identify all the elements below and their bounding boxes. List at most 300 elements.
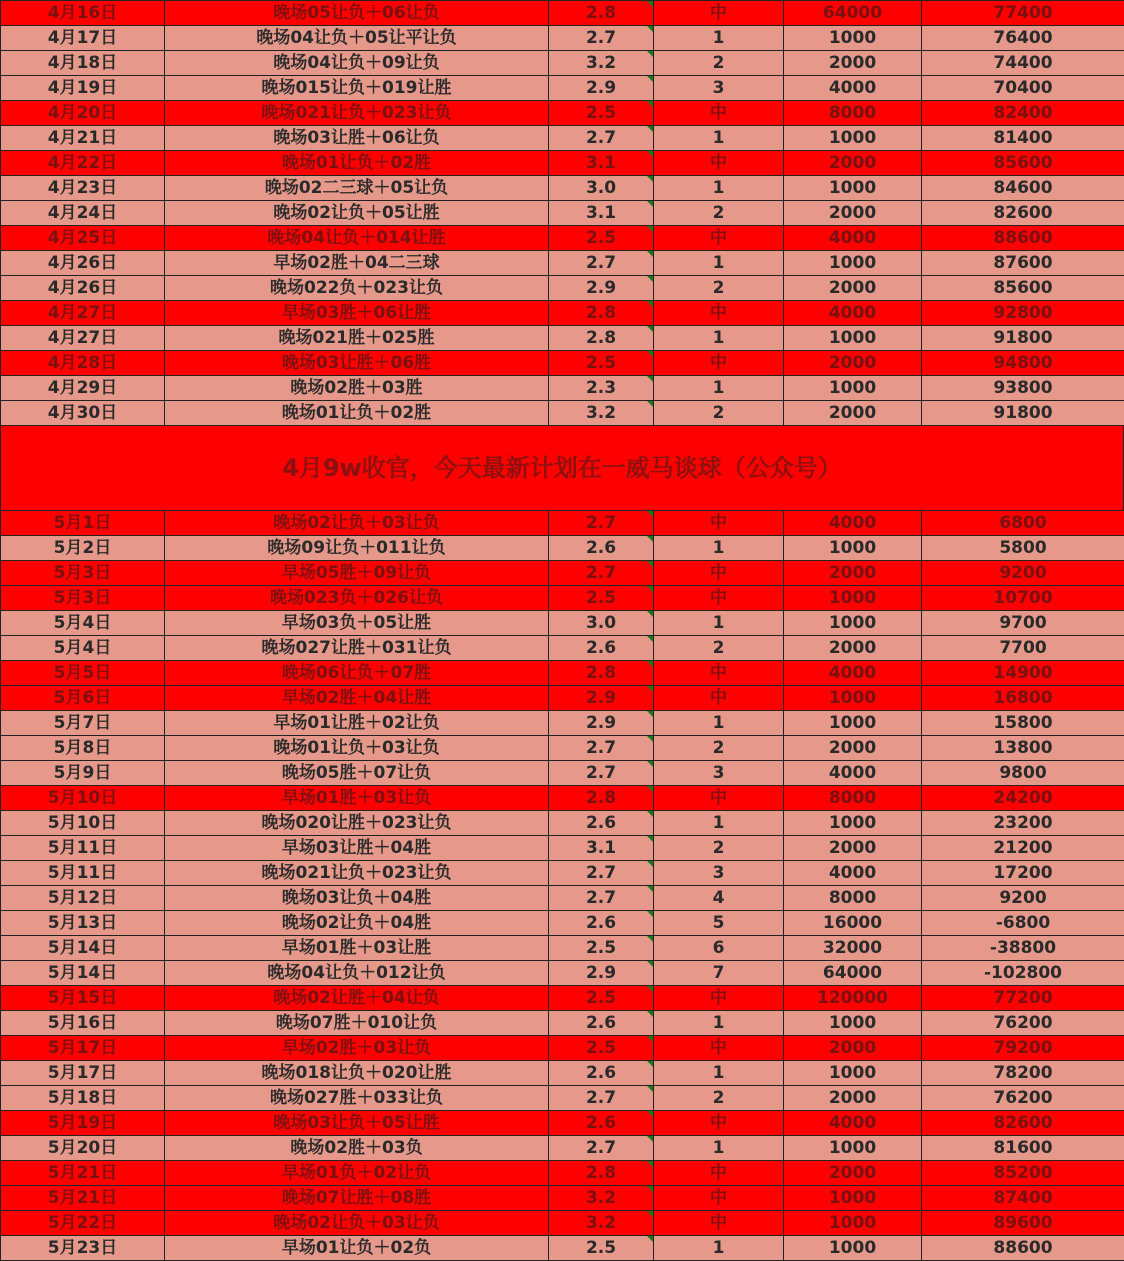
table-row (1, 151, 1124, 176)
cell-step: 中 (654, 1, 784, 26)
table-row (1, 961, 1124, 986)
cell-plan: 晚场07胜＋010让负 (165, 1011, 549, 1036)
cell-step: 3 (654, 861, 784, 886)
cell-odds: 2.7 (549, 736, 654, 761)
cell-stake: 64000 (784, 961, 922, 986)
cell-plan: 早场02胜＋04让胜 (165, 686, 549, 711)
cell-stake: 1000 (784, 811, 922, 836)
cell-balance: 85600 (922, 151, 1124, 176)
cell-stake: 2000 (784, 736, 922, 761)
cell-odds: 3.1 (549, 151, 654, 176)
cell-balance: 10700 (922, 586, 1124, 611)
cell-date: 5月11日 (1, 836, 165, 861)
cell-odds: 2.7 (549, 861, 654, 886)
cell-plan: 晚场04让负＋09让负 (165, 51, 549, 76)
cell-balance: 76200 (922, 1086, 1124, 1111)
cell-step: 中 (654, 661, 784, 686)
cell-step: 2 (654, 201, 784, 226)
table-row (1, 1061, 1124, 1086)
table-row (1, 1211, 1124, 1236)
cell-balance: 21200 (922, 836, 1124, 861)
cell-step: 1 (654, 26, 784, 51)
cell-stake: 64000 (784, 1, 922, 26)
cell-date: 4月19日 (1, 76, 165, 101)
cell-balance: 78200 (922, 1061, 1124, 1086)
cell-balance: -38800 (922, 936, 1124, 961)
cell-step: 1 (654, 536, 784, 561)
cell-step: 1 (654, 126, 784, 151)
cell-date: 5月8日 (1, 736, 165, 761)
cell-step: 1 (654, 326, 784, 351)
cell-balance: 17200 (922, 861, 1124, 886)
cell-step: 2 (654, 401, 784, 426)
cell-date: 5月22日 (1, 1211, 165, 1236)
table-row (1, 1, 1124, 26)
cell-odds: 2.5 (549, 101, 654, 126)
cell-date: 5月3日 (1, 561, 165, 586)
cell-date: 5月3日 (1, 586, 165, 611)
cell-plan: 晚场02胜＋03胜 (165, 376, 549, 401)
cell-odds: 2.7 (549, 251, 654, 276)
cell-plan: 晚场022负＋023让负 (165, 276, 549, 301)
table-row (1, 1161, 1124, 1186)
cell-stake: 2000 (784, 276, 922, 301)
cell-step: 1 (654, 251, 784, 276)
cell-plan: 晚场04让负＋05让平让负 (165, 26, 549, 51)
cell-odds: 3.0 (549, 176, 654, 201)
cell-date: 4月24日 (1, 201, 165, 226)
cell-date: 4月16日 (1, 1, 165, 26)
cell-date: 5月16日 (1, 1011, 165, 1036)
cell-odds: 3.1 (549, 201, 654, 226)
table-row (1, 736, 1124, 761)
cell-balance: 13800 (922, 736, 1124, 761)
cell-plan: 晚场04让负＋014让胜 (165, 226, 549, 251)
cell-plan: 晚场04让负＋012让负 (165, 961, 549, 986)
cell-step: 3 (654, 76, 784, 101)
cell-step: 中 (654, 151, 784, 176)
cell-date: 5月9日 (1, 761, 165, 786)
cell-balance: 94800 (922, 351, 1124, 376)
cell-date: 5月21日 (1, 1161, 165, 1186)
cell-balance: 93800 (922, 376, 1124, 401)
cell-balance: 5800 (922, 536, 1124, 561)
cell-odds: 2.8 (549, 786, 654, 811)
cell-odds: 2.6 (549, 636, 654, 661)
cell-balance: 9200 (922, 561, 1124, 586)
cell-odds: 2.7 (549, 561, 654, 586)
cell-step: 1 (654, 711, 784, 736)
cell-balance: 82400 (922, 101, 1124, 126)
cell-date: 5月20日 (1, 1136, 165, 1161)
cell-odds: 2.8 (549, 1161, 654, 1186)
cell-odds: 2.5 (549, 986, 654, 1011)
cell-balance: 24200 (922, 786, 1124, 811)
cell-balance: 15800 (922, 711, 1124, 736)
cell-stake: 8000 (784, 101, 922, 126)
cell-odds: 2.6 (549, 536, 654, 561)
cell-step: 中 (654, 1211, 784, 1236)
cell-stake: 1000 (784, 536, 922, 561)
cell-stake: 4000 (784, 1111, 922, 1136)
cell-stake: 32000 (784, 936, 922, 961)
table-row (1, 201, 1124, 226)
cell-step: 中 (654, 101, 784, 126)
cell-step: 2 (654, 1086, 784, 1111)
cell-date: 5月13日 (1, 911, 165, 936)
cell-stake: 1000 (784, 251, 922, 276)
cell-date: 5月10日 (1, 811, 165, 836)
cell-odds: 2.9 (549, 961, 654, 986)
cell-date: 5月18日 (1, 1086, 165, 1111)
table-row (1, 836, 1124, 861)
cell-plan: 早场02胜＋04二三球 (165, 251, 549, 276)
cell-stake: 8000 (784, 886, 922, 911)
cell-step: 1 (654, 1011, 784, 1036)
cell-odds: 2.7 (549, 26, 654, 51)
cell-stake: 1000 (784, 126, 922, 151)
table-row (1, 251, 1124, 276)
cell-step: 1 (654, 1236, 784, 1261)
table-row (1, 1236, 1124, 1261)
cell-step: 中 (654, 511, 784, 536)
cell-balance: 9200 (922, 886, 1124, 911)
cell-odds: 2.5 (549, 936, 654, 961)
cell-date: 4月27日 (1, 326, 165, 351)
cell-plan: 晚场021让负＋023让负 (165, 861, 549, 886)
cell-date: 4月28日 (1, 351, 165, 376)
cell-stake: 4000 (784, 76, 922, 101)
cell-date: 5月21日 (1, 1186, 165, 1211)
cell-balance: 82600 (922, 1111, 1124, 1136)
cell-step: 中 (654, 561, 784, 586)
cell-plan: 晚场023负＋026让负 (165, 586, 549, 611)
cell-balance: 6800 (922, 511, 1124, 536)
cell-step: 中 (654, 586, 784, 611)
cell-odds: 2.6 (549, 811, 654, 836)
table-row (1, 811, 1124, 836)
cell-odds: 2.6 (549, 911, 654, 936)
table-row (1, 761, 1124, 786)
table-row (1, 1186, 1124, 1211)
cell-step: 3 (654, 761, 784, 786)
cell-plan: 晚场02二三球＋05让负 (165, 176, 549, 201)
table-row (1, 986, 1124, 1011)
cell-date: 4月20日 (1, 101, 165, 126)
cell-date: 5月23日 (1, 1236, 165, 1261)
table-row (1, 636, 1124, 661)
cell-stake: 2000 (784, 201, 922, 226)
cell-odds: 2.8 (549, 301, 654, 326)
cell-balance: 87600 (922, 251, 1124, 276)
cell-plan: 晚场06让负＋07胜 (165, 661, 549, 686)
cell-stake: 4000 (784, 761, 922, 786)
cell-date: 4月25日 (1, 226, 165, 251)
cell-stake: 4000 (784, 511, 922, 536)
cell-odds: 2.6 (549, 1011, 654, 1036)
table-row (1, 51, 1124, 76)
cell-plan: 晚场02让胜＋04让负 (165, 986, 549, 1011)
table-row (1, 586, 1124, 611)
cell-plan: 晚场07让胜＋08胜 (165, 1186, 549, 1211)
cell-odds: 3.1 (549, 836, 654, 861)
cell-step: 中 (654, 226, 784, 251)
table-row (1, 226, 1124, 251)
cell-odds: 2.6 (549, 1061, 654, 1086)
cell-balance: 23200 (922, 811, 1124, 836)
cell-balance: 79200 (922, 1036, 1124, 1061)
cell-step: 中 (654, 301, 784, 326)
cell-plan: 晚场018让负＋020让胜 (165, 1061, 549, 1086)
banner (0, 426, 1124, 510)
cell-stake: 1000 (784, 611, 922, 636)
cell-date: 5月10日 (1, 786, 165, 811)
cell-plan: 晚场05胜＋07让负 (165, 761, 549, 786)
cell-odds: 2.9 (549, 76, 654, 101)
table-row (1, 1136, 1124, 1161)
cell-balance: 9800 (922, 761, 1124, 786)
cell-step: 中 (654, 1161, 784, 1186)
cell-step: 5 (654, 911, 784, 936)
cell-date: 5月12日 (1, 886, 165, 911)
cell-odds: 3.0 (549, 611, 654, 636)
cell-plan: 晚场02让负＋03让负 (165, 1211, 549, 1236)
table-row (1, 301, 1124, 326)
cell-stake: 2000 (784, 401, 922, 426)
cell-stake: 2000 (784, 836, 922, 861)
cell-date: 5月5日 (1, 661, 165, 686)
cell-stake: 1000 (784, 376, 922, 401)
cell-date: 4月26日 (1, 276, 165, 301)
cell-odds: 2.5 (549, 1236, 654, 1261)
cell-plan: 晚场02让负＋04胜 (165, 911, 549, 936)
cell-odds: 2.7 (549, 126, 654, 151)
cell-stake: 1000 (784, 326, 922, 351)
cell-stake: 2000 (784, 561, 922, 586)
cell-plan: 晚场05让负＋06让负 (165, 1, 549, 26)
table-row (1, 786, 1124, 811)
april-table (0, 0, 1124, 426)
cell-odds: 2.8 (549, 661, 654, 686)
cell-stake: 1000 (784, 711, 922, 736)
cell-stake: 1000 (784, 1236, 922, 1261)
cell-odds: 2.3 (549, 376, 654, 401)
cell-odds: 2.5 (549, 1036, 654, 1061)
cell-balance: 92800 (922, 301, 1124, 326)
cell-balance: 81400 (922, 126, 1124, 151)
table-row (1, 861, 1124, 886)
cell-step: 中 (654, 686, 784, 711)
cell-step: 中 (654, 786, 784, 811)
cell-step: 中 (654, 986, 784, 1011)
cell-stake: 2000 (784, 636, 922, 661)
cell-balance: 16800 (922, 686, 1124, 711)
cell-odds: 2.8 (549, 1, 654, 26)
cell-balance: 88600 (922, 1236, 1124, 1261)
cell-step: 2 (654, 636, 784, 661)
cell-balance: 84600 (922, 176, 1124, 201)
table-row (1, 26, 1124, 51)
cell-date: 4月17日 (1, 26, 165, 51)
cell-date: 4月29日 (1, 376, 165, 401)
cell-plan: 晚场02胜＋03负 (165, 1136, 549, 1161)
cell-step: 4 (654, 886, 784, 911)
table-row (1, 1086, 1124, 1111)
cell-plan: 晚场015让负＋019让胜 (165, 76, 549, 101)
table-row (1, 76, 1124, 101)
table-row (1, 611, 1124, 636)
cell-plan: 早场03胜＋06让胜 (165, 301, 549, 326)
cell-stake: 1000 (784, 26, 922, 51)
cell-plan: 早场03负＋05让胜 (165, 611, 549, 636)
cell-date: 4月23日 (1, 176, 165, 201)
cell-date: 4月22日 (1, 151, 165, 176)
cell-odds: 3.2 (549, 1211, 654, 1236)
cell-step: 中 (654, 1036, 784, 1061)
cell-plan: 晚场01让负＋02胜 (165, 151, 549, 176)
cell-plan: 早场01负＋02让负 (165, 1161, 549, 1186)
cell-stake: 4000 (784, 301, 922, 326)
cell-balance: 77400 (922, 1, 1124, 26)
cell-plan: 晚场02让负＋03让负 (165, 511, 549, 536)
cell-odds: 2.7 (549, 886, 654, 911)
cell-plan: 早场02胜＋03让负 (165, 1036, 549, 1061)
cell-odds: 3.2 (549, 1186, 654, 1211)
cell-date: 5月6日 (1, 686, 165, 711)
cell-stake: 1000 (784, 1211, 922, 1236)
cell-odds: 2.7 (549, 1136, 654, 1161)
table-row (1, 1011, 1124, 1036)
cell-step: 2 (654, 836, 784, 861)
cell-date: 5月17日 (1, 1061, 165, 1086)
cell-odds: 2.5 (549, 586, 654, 611)
cell-odds: 2.5 (549, 226, 654, 251)
banner-text: 4月9w收官，今天最新计划在一威马谈球（公众号） (282, 454, 842, 482)
cell-odds: 2.7 (549, 1086, 654, 1111)
cell-date: 5月7日 (1, 711, 165, 736)
table-row (1, 101, 1124, 126)
cell-stake: 8000 (784, 786, 922, 811)
cell-step: 中 (654, 1186, 784, 1211)
table-row (1, 351, 1124, 376)
cell-odds: 2.7 (549, 511, 654, 536)
cell-plan: 晚场09让负＋011让负 (165, 536, 549, 561)
cell-plan: 晚场03让胜＋06胜 (165, 351, 549, 376)
cell-balance: -6800 (922, 911, 1124, 936)
table-row (1, 511, 1124, 536)
cell-balance: 81600 (922, 1136, 1124, 1161)
cell-stake: 2000 (784, 1161, 922, 1186)
table-row (1, 326, 1124, 351)
cell-stake: 120000 (784, 986, 922, 1011)
cell-stake: 4000 (784, 861, 922, 886)
cell-balance: 77200 (922, 986, 1124, 1011)
cell-stake: 1000 (784, 1061, 922, 1086)
table-row (1, 886, 1124, 911)
table-row (1, 1111, 1124, 1136)
table-row (1, 686, 1124, 711)
cell-plan: 早场01胜＋03让胜 (165, 936, 549, 961)
may-table (0, 510, 1124, 1261)
cell-balance: 91800 (922, 401, 1124, 426)
cell-plan: 早场03让胜＋04胜 (165, 836, 549, 861)
cell-balance: 76400 (922, 26, 1124, 51)
table-row (1, 376, 1124, 401)
cell-stake: 1000 (784, 1136, 922, 1161)
cell-date: 4月21日 (1, 126, 165, 151)
cell-plan: 晚场01让负＋03让负 (165, 736, 549, 761)
cell-stake: 2000 (784, 51, 922, 76)
cell-date: 5月14日 (1, 936, 165, 961)
cell-odds: 2.6 (549, 1111, 654, 1136)
cell-step: 1 (654, 376, 784, 401)
cell-balance: 14900 (922, 661, 1124, 686)
cell-odds: 3.2 (549, 51, 654, 76)
cell-odds: 2.8 (549, 326, 654, 351)
cell-stake: 1000 (784, 1011, 922, 1036)
cell-balance: -102800 (922, 961, 1124, 986)
cell-balance: 88600 (922, 226, 1124, 251)
cell-plan: 晚场021胜＋025胜 (165, 326, 549, 351)
cell-odds: 2.9 (549, 276, 654, 301)
cell-date: 5月15日 (1, 986, 165, 1011)
cell-plan: 晚场03让胜＋06让负 (165, 126, 549, 151)
cell-plan: 晚场020让胜＋023让负 (165, 811, 549, 836)
cell-balance: 76200 (922, 1011, 1124, 1036)
cell-balance: 82600 (922, 201, 1124, 226)
cell-stake: 2000 (784, 151, 922, 176)
cell-plan: 晚场027让胜＋031让负 (165, 636, 549, 661)
cell-plan: 晚场01让负＋02胜 (165, 401, 549, 426)
cell-odds: 2.7 (549, 761, 654, 786)
cell-date: 4月18日 (1, 51, 165, 76)
table-row (1, 711, 1124, 736)
cell-balance: 70400 (922, 76, 1124, 101)
cell-plan: 晚场02让负＋05让胜 (165, 201, 549, 226)
cell-balance: 85200 (922, 1161, 1124, 1186)
cell-stake: 1000 (784, 686, 922, 711)
cell-date: 5月2日 (1, 536, 165, 561)
cell-step: 1 (654, 811, 784, 836)
cell-plan: 晚场03让负＋05让胜 (165, 1111, 549, 1136)
cell-step: 中 (654, 1111, 784, 1136)
table-row (1, 936, 1124, 961)
cell-step: 1 (654, 176, 784, 201)
cell-date: 5月14日 (1, 961, 165, 986)
cell-stake: 1000 (784, 176, 922, 201)
cell-step: 1 (654, 1136, 784, 1161)
cell-odds: 2.9 (549, 711, 654, 736)
cell-plan: 早场01让负＋02负 (165, 1236, 549, 1261)
table-row (1, 911, 1124, 936)
table-row (1, 1036, 1124, 1061)
cell-date: 5月4日 (1, 611, 165, 636)
cell-plan: 晚场03让负＋04胜 (165, 886, 549, 911)
cell-step: 1 (654, 611, 784, 636)
table-row (1, 126, 1124, 151)
cell-date: 5月1日 (1, 511, 165, 536)
cell-stake: 1000 (784, 586, 922, 611)
cell-date: 4月26日 (1, 251, 165, 276)
cell-step: 1 (654, 1061, 784, 1086)
cell-balance: 85600 (922, 276, 1124, 301)
cell-step: 7 (654, 961, 784, 986)
cell-balance: 7700 (922, 636, 1124, 661)
cell-step: 中 (654, 351, 784, 376)
cell-odds: 2.5 (549, 351, 654, 376)
cell-step: 2 (654, 51, 784, 76)
cell-balance: 91800 (922, 326, 1124, 351)
